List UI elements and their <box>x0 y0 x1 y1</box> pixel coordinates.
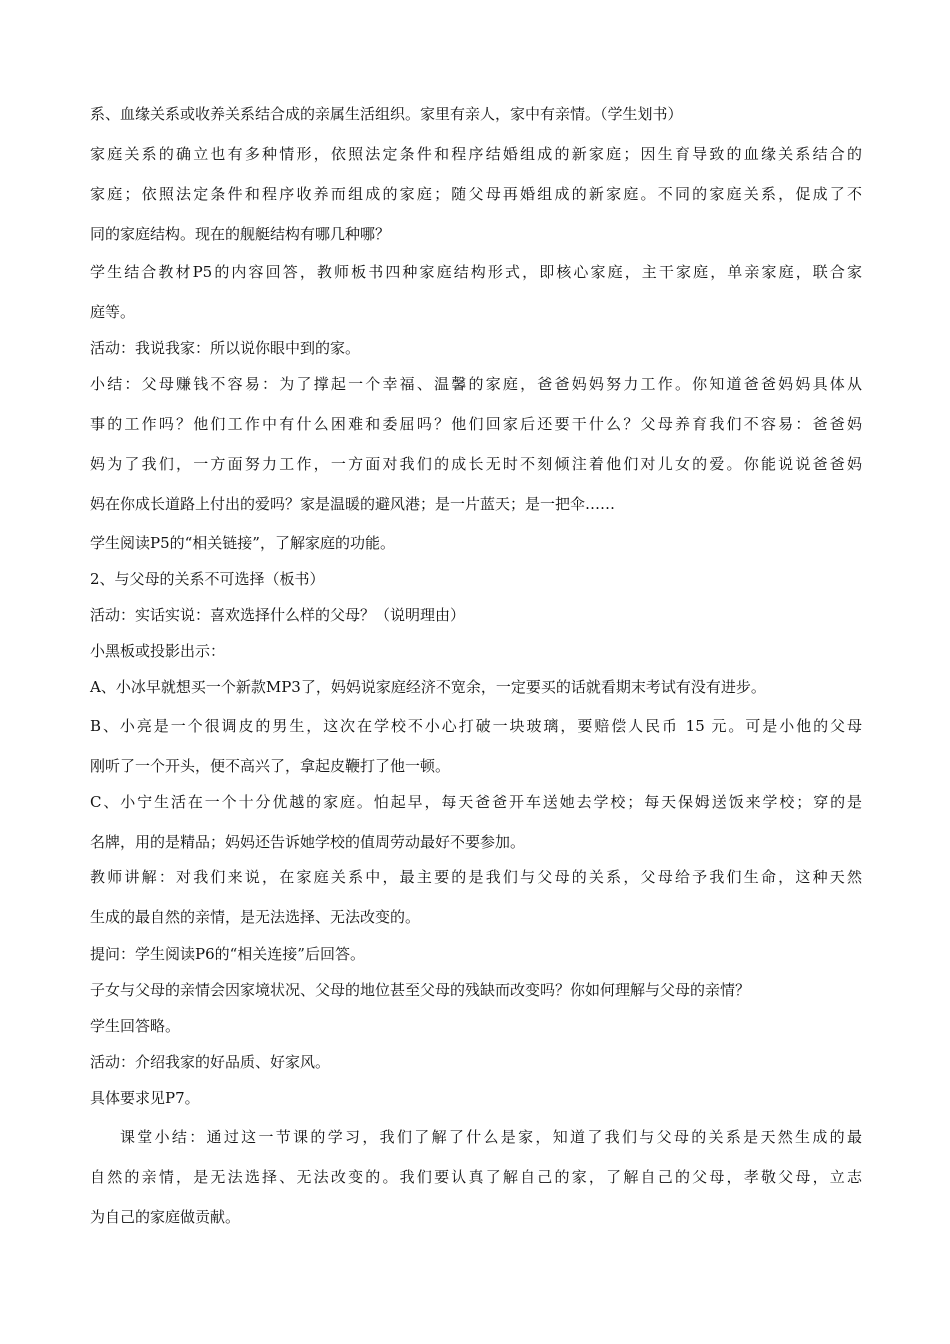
text-line: 系、血缘关系或收养关系结合成的亲属生活组织。家里有亲人，家中有亲情。（学生划书） <box>90 105 683 123</box>
text-line: 家庭；依照法定条件和程序收养而组成的家庭；随父母再婚组成的新家庭。不同的家庭关系，促成了不 <box>90 185 862 203</box>
paragraph-question-text <box>90 980 862 1000</box>
section-heading-parents-relation <box>90 569 862 589</box>
text-line: 生成的最自然的亲情，是无法选择、无法改变的。 <box>90 908 421 926</box>
text-line: 事的工作吗？他们工作中有什么困难和委屈吗？他们回家后还要干什么？父母养育我们不容易：爸爸妈 <box>90 415 862 433</box>
text-line: A、小冰早就想买一个新款MP3了，妈妈说家庭经济不宽余，一定要买的话就看期末考试有没有进步。 <box>90 678 766 696</box>
paragraph-class-summary <box>90 1127 862 1226</box>
text-line: 妈为了我们，一方面努力工作，一方面对我们的成长无时不刻倾注着他们对儿女的爱。你能说说爸爸妈 <box>90 455 862 473</box>
text-line: 学生结合教材P5的内容回答，教师板书四种家庭结构形式，即核心家庭，主干家庭，单亲家庭，联合家 <box>90 263 862 281</box>
text-line: 为自己的家庭做贡献。 <box>90 1208 241 1226</box>
paragraph-summary-parents <box>90 374 862 513</box>
text-line: 活动：介绍我家的好品质、好家风。 <box>90 1053 331 1071</box>
paragraph-case-a <box>90 677 862 697</box>
paragraph-family-structures <box>90 262 862 321</box>
text-line: 妈在你成长道路上付出的爱吗？家是温暖的避风港；是一片蓝天；是一把伞…… <box>90 495 616 513</box>
text-line: 活动：实话实说：喜欢选择什么样的父母？（说明理由） <box>90 606 466 624</box>
text-line: 子女与父母的亲情会因家境状况、父母的地位甚至父母的残缺而改变吗？你如何理解与父母的亲情？ <box>90 981 751 999</box>
text-line: 课堂小结：通过这一节课的学习，我们了解了什么是家，知道了我们与父母的关系是天然生成的最 <box>120 1128 862 1146</box>
text-line: 庭等。 <box>90 303 136 321</box>
text-line: 2、与父母的关系不可选择（板书） <box>90 570 325 588</box>
paragraph-teacher-explanation <box>90 867 862 926</box>
text-line: 学生阅读P5的“相关链接”，了解家庭的功能。 <box>90 534 395 552</box>
text-line: 自然的亲情，是无法选择、无法改变的。我们要认真了解自己的家，了解自己的父母，孝敬父母，立志 <box>90 1168 862 1186</box>
paragraph-related-link-p5 <box>90 533 862 553</box>
text-line: 具体要求见P7。 <box>90 1089 200 1107</box>
text-line: 学生回答略。 <box>90 1017 181 1035</box>
paragraph-case-c <box>90 792 862 851</box>
text-line: 家庭关系的确立也有多种情形，依照法定条件和程序结婚组成的新家庭；因生育导致的血缘关系结合的 <box>90 145 862 163</box>
paragraph-blackboard <box>90 641 862 661</box>
text-line: 名牌，用的是精品；妈妈还告诉她学校的值周劳动最好不要参加。 <box>90 833 526 851</box>
text-line: 小黑板或投影出示： <box>90 642 226 660</box>
paragraph-activity-my-family <box>90 338 862 358</box>
text-line: C、小宁生活在一个十分优越的家庭。怕起早，每天爸爸开车送她去学校；每天保姆送饭来学校；穿的是 <box>90 793 862 811</box>
text-line: 刚听了一个开头，便不高兴了，拿起皮鞭打了他一顿。 <box>90 757 451 775</box>
text-line: 提问：学生阅读P6的“相关连接”后回答。 <box>90 945 365 963</box>
paragraph-case-b <box>90 716 862 775</box>
paragraph-activity-choose-parents <box>90 605 862 625</box>
text-line: 同的家庭结构。现在的舰艇结构有哪几种哪？ <box>90 225 391 243</box>
paragraph-requirement <box>90 1088 862 1108</box>
text-line: 活动：我说我家：所以说你眼中到的家。 <box>90 339 361 357</box>
text-line: 小结：父母赚钱不容易：为了撑起一个幸福、温馨的家庭，爸爸妈妈努力工作。你知道爸爸妈妈具体从 <box>90 375 862 393</box>
paragraph-family-definition <box>90 104 862 124</box>
paragraph-activity-family-values <box>90 1052 862 1072</box>
paragraph-family-relations <box>90 144 862 243</box>
text-line: B、小亮是一个很调皮的男生，这次在学校不小心打破一块玻璃，要赔偿人民币 15 元。可是小他的父母 <box>90 717 862 735</box>
text-line: 教师讲解：对我们来说，在家庭关系中，最主要的是我们与父母的关系，父母给予我们生命，这种天然 <box>90 868 862 886</box>
paragraph-student-answer <box>90 1016 862 1036</box>
paragraph-question <box>90 944 862 964</box>
